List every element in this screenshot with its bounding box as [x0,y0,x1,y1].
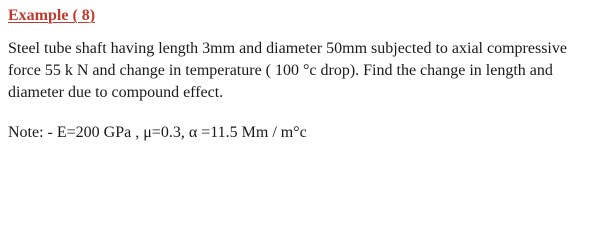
problem-statement [8,38,588,104]
problem-line: force 55 k N and change in temperature ( 100 °c drop). Find the change in length and [8,62,553,79]
note-line: Note: - E=200 GPa , μ=0.3, α =11.5 Mm / m°c [8,124,307,141]
example-heading: Example ( 8) [8,7,96,24]
problem-line: diameter due to compound effect. [8,84,224,101]
problem-line: Steel tube shaft having length 3mm and diameter 50mm subjected to axial compressive [8,40,567,57]
